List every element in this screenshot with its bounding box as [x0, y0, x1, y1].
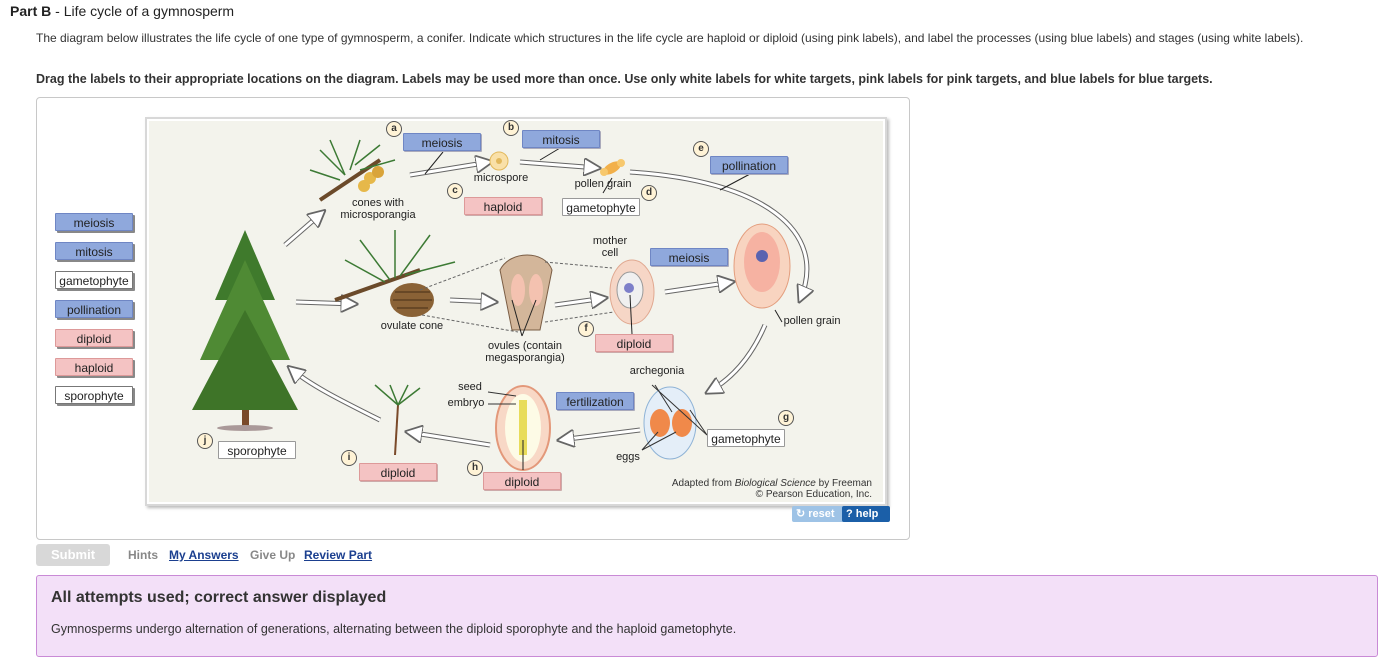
part-title: Part B - Life cycle of a gymnosperm	[10, 3, 235, 19]
cones-label: cones with microsporangia	[340, 197, 416, 221]
target-e-pollination[interactable]: pollination	[710, 156, 788, 174]
badge-d: d	[641, 185, 657, 201]
seedling-illustration	[375, 385, 420, 455]
target-a-meiosis[interactable]: meiosis	[403, 133, 481, 151]
seed-label: seed	[458, 381, 482, 393]
badge-i: i	[341, 450, 357, 466]
eggs-label: eggs	[616, 451, 640, 463]
reset-button[interactable]: ↻ reset	[792, 506, 846, 522]
target-fertilization[interactable]: fertilization	[556, 392, 634, 410]
embryo-label: embryo	[447, 397, 485, 409]
ovules-label: ovules (contain megasporangia)	[485, 340, 565, 364]
intro-text: The diagram below illustrates the life cycle of one type of gymnosperm, a conifer. Indicate which structures in the life cycle are haploid or diploid (using pink labels), and label the processes (using blue labels) and stages (using white labels).	[36, 31, 1304, 45]
help-button[interactable]: ? help	[842, 506, 890, 522]
feedback-title: All attempts used; correct answer displayed	[51, 589, 387, 606]
archegonia-label: archegonia	[629, 365, 685, 377]
target-i-diploid[interactable]: diploid	[359, 463, 437, 481]
bank-label-sporophyte[interactable]: sporophyte	[55, 386, 133, 404]
hints-link[interactable]: Hints	[128, 548, 158, 562]
my-answers-link[interactable]: My Answers	[169, 548, 239, 562]
badge-h: h	[467, 460, 483, 476]
give-up-link[interactable]: Give Up	[250, 548, 296, 562]
megagametophyte-illustration	[734, 224, 790, 308]
ovule-scale-illustration	[500, 255, 552, 330]
badge-g: g	[778, 410, 794, 426]
archegonia-illustration	[642, 385, 707, 459]
badge-j: j	[197, 433, 213, 449]
feedback-panel	[36, 575, 1378, 657]
review-part-link[interactable]: Review Part	[304, 548, 373, 562]
ovulate-cone-label: ovulate cone	[380, 320, 444, 332]
male-cone-illustration	[310, 140, 395, 200]
feedback-text: Gymnosperms undergo alternation of generations, alternating between the diploid sporophyte and the haploid gametophyte.	[51, 622, 737, 636]
target-meiosis-2[interactable]: meiosis	[650, 248, 728, 266]
submit-button[interactable]: Submit	[36, 544, 110, 566]
target-h-diploid[interactable]: diploid	[483, 472, 561, 490]
badge-a: a	[386, 121, 402, 137]
target-d-gametophyte[interactable]: gametophyte	[562, 198, 640, 216]
bank-label-pollination[interactable]: pollination	[55, 300, 133, 318]
pollen-grain-label-2: pollen grain	[783, 315, 841, 327]
seed-illustration	[488, 386, 550, 470]
target-j-sporophyte[interactable]: sporophyte	[218, 441, 296, 459]
badge-f: f	[578, 321, 594, 337]
badge-c: c	[447, 183, 463, 199]
mother-cell-illustration	[610, 260, 654, 324]
bank-label-haploid[interactable]: haploid	[55, 358, 133, 376]
bank-label-mitosis[interactable]: mitosis	[55, 242, 133, 260]
mother-cell-label: mother cell	[592, 235, 628, 259]
microspore-label: microspore	[473, 172, 529, 184]
target-b-mitosis[interactable]: mitosis	[522, 130, 600, 148]
target-c-haploid[interactable]: haploid	[464, 197, 542, 215]
pollen-grain-label: pollen grain	[574, 178, 632, 190]
bank-label-gametophyte[interactable]: gametophyte	[55, 271, 133, 289]
bank-label-meiosis[interactable]: meiosis	[55, 213, 133, 231]
bank-label-diploid[interactable]: diploid	[55, 329, 133, 347]
instructions: Drag the labels to their appropriate locations on the diagram. Labels may be used more than once. Use only white labels for white targets, pink labels for pink targets, and blue labels for blue targets.	[36, 72, 1213, 86]
badge-b: b	[503, 120, 519, 136]
badge-e: e	[693, 141, 709, 157]
target-g-gametophyte[interactable]: gametophyte	[707, 429, 785, 447]
tree-illustration	[192, 230, 298, 431]
pollen-grain-illustration	[600, 159, 625, 178]
image-credit: Adapted from Biological Science by Freeman © Pearson Education, Inc.	[671, 478, 872, 500]
reset-icon: ↻	[796, 508, 809, 520]
target-f-diploid[interactable]: diploid	[595, 334, 673, 352]
